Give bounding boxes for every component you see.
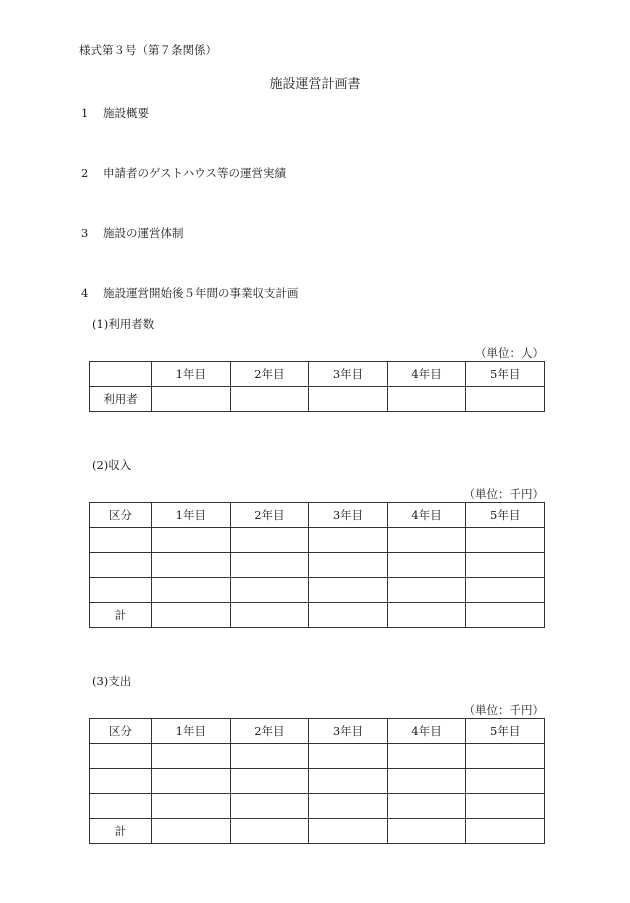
corner-cell: 区分 — [90, 503, 152, 528]
table-row — [90, 578, 545, 603]
corner-cell — [90, 362, 152, 387]
input-cell[interactable] — [152, 553, 231, 578]
form-number: 様式第３号（第７条関係） — [79, 43, 217, 57]
section-4 — [81, 285, 299, 301]
year-header: 4年目 — [387, 719, 466, 744]
year-header: 3年目 — [309, 503, 388, 528]
year-header: 5年目 — [466, 362, 545, 387]
input-cell[interactable] — [309, 819, 388, 844]
row-label[interactable] — [90, 744, 152, 769]
input-cell[interactable] — [387, 769, 466, 794]
year-header: 4年目 — [387, 503, 466, 528]
expense-unit: （単位：千円） — [463, 703, 544, 717]
table-row — [90, 387, 545, 412]
input-cell[interactable] — [230, 578, 309, 603]
input-cell[interactable] — [309, 744, 388, 769]
input-cell[interactable] — [466, 578, 545, 603]
input-cell[interactable] — [309, 794, 388, 819]
year-header: 5年目 — [466, 503, 545, 528]
input-cell[interactable] — [230, 603, 309, 628]
table-row — [90, 528, 545, 553]
table-header-row — [90, 719, 545, 744]
input-cell[interactable] — [152, 819, 231, 844]
input-cell[interactable] — [387, 819, 466, 844]
section-label: 施設概要 — [103, 106, 149, 120]
year-header: 1年目 — [152, 503, 231, 528]
input-cell[interactable] — [230, 528, 309, 553]
row-label[interactable] — [90, 794, 152, 819]
year-header: 4年目 — [387, 362, 466, 387]
input-cell[interactable] — [230, 387, 309, 412]
input-cell[interactable] — [230, 744, 309, 769]
input-cell[interactable] — [387, 744, 466, 769]
total-label: 計 — [90, 819, 152, 844]
input-cell[interactable] — [387, 553, 466, 578]
users-subheading: (1)利用者数 — [92, 317, 155, 331]
row-label[interactable] — [90, 769, 152, 794]
input-cell[interactable] — [309, 603, 388, 628]
input-cell[interactable] — [309, 528, 388, 553]
income-subheading: (2)収入 — [92, 458, 132, 472]
users-table — [89, 361, 545, 412]
table-row — [90, 553, 545, 578]
input-cell[interactable] — [230, 794, 309, 819]
year-header: 3年目 — [309, 719, 388, 744]
year-header: 2年目 — [230, 719, 309, 744]
section-number: 4 — [81, 286, 89, 300]
input-cell[interactable] — [387, 603, 466, 628]
input-cell[interactable] — [152, 387, 231, 412]
section-1 — [81, 105, 149, 121]
input-cell[interactable] — [230, 553, 309, 578]
input-cell[interactable] — [230, 769, 309, 794]
input-cell[interactable] — [152, 603, 231, 628]
row-label[interactable] — [90, 578, 152, 603]
expense-table — [89, 718, 545, 844]
income-unit: （単位：千円） — [463, 487, 544, 501]
input-cell[interactable] — [152, 578, 231, 603]
section-2 — [81, 165, 286, 181]
section-label: 施設の運営体制 — [103, 226, 184, 240]
input-cell[interactable] — [309, 769, 388, 794]
input-cell[interactable] — [152, 528, 231, 553]
input-cell[interactable] — [309, 578, 388, 603]
row-label: 利用者 — [90, 387, 152, 412]
input-cell[interactable] — [466, 387, 545, 412]
year-header: 3年目 — [309, 362, 388, 387]
section-label: 施設運営開始後５年間の事業収支計画 — [103, 286, 299, 300]
year-header: 2年目 — [230, 503, 309, 528]
input-cell[interactable] — [309, 553, 388, 578]
input-cell[interactable] — [466, 794, 545, 819]
document-title: 施設運営計画書 — [269, 77, 361, 92]
total-label: 計 — [90, 603, 152, 628]
section-3 — [81, 225, 184, 241]
year-header: 1年目 — [152, 719, 231, 744]
input-cell[interactable] — [152, 744, 231, 769]
input-cell[interactable] — [152, 769, 231, 794]
input-cell[interactable] — [230, 819, 309, 844]
input-cell[interactable] — [387, 578, 466, 603]
section-number: 3 — [81, 226, 89, 240]
input-cell[interactable] — [309, 387, 388, 412]
input-cell[interactable] — [152, 794, 231, 819]
total-row — [90, 819, 545, 844]
table-row — [90, 794, 545, 819]
table-header-row — [90, 503, 545, 528]
users-unit: （単位：人） — [475, 346, 544, 360]
total-row — [90, 603, 545, 628]
table-row — [90, 769, 545, 794]
input-cell[interactable] — [466, 769, 545, 794]
table-header-row — [90, 362, 545, 387]
input-cell[interactable] — [387, 387, 466, 412]
row-label[interactable] — [90, 528, 152, 553]
income-table — [89, 502, 545, 628]
expense-subheading: (3)支出 — [92, 674, 132, 688]
year-header: 2年目 — [230, 362, 309, 387]
section-number: 2 — [81, 166, 89, 180]
section-number: 1 — [81, 106, 89, 120]
input-cell[interactable] — [466, 744, 545, 769]
table-row — [90, 744, 545, 769]
input-cell[interactable] — [466, 819, 545, 844]
input-cell[interactable] — [387, 794, 466, 819]
year-header: 5年目 — [466, 719, 545, 744]
section-label: 申請者のゲストハウス等の運営実績 — [103, 166, 286, 180]
input-cell[interactable] — [466, 528, 545, 553]
year-header: 1年目 — [152, 362, 231, 387]
corner-cell: 区分 — [90, 719, 152, 744]
row-label[interactable] — [90, 553, 152, 578]
input-cell[interactable] — [466, 603, 545, 628]
input-cell[interactable] — [466, 553, 545, 578]
input-cell[interactable] — [387, 528, 466, 553]
